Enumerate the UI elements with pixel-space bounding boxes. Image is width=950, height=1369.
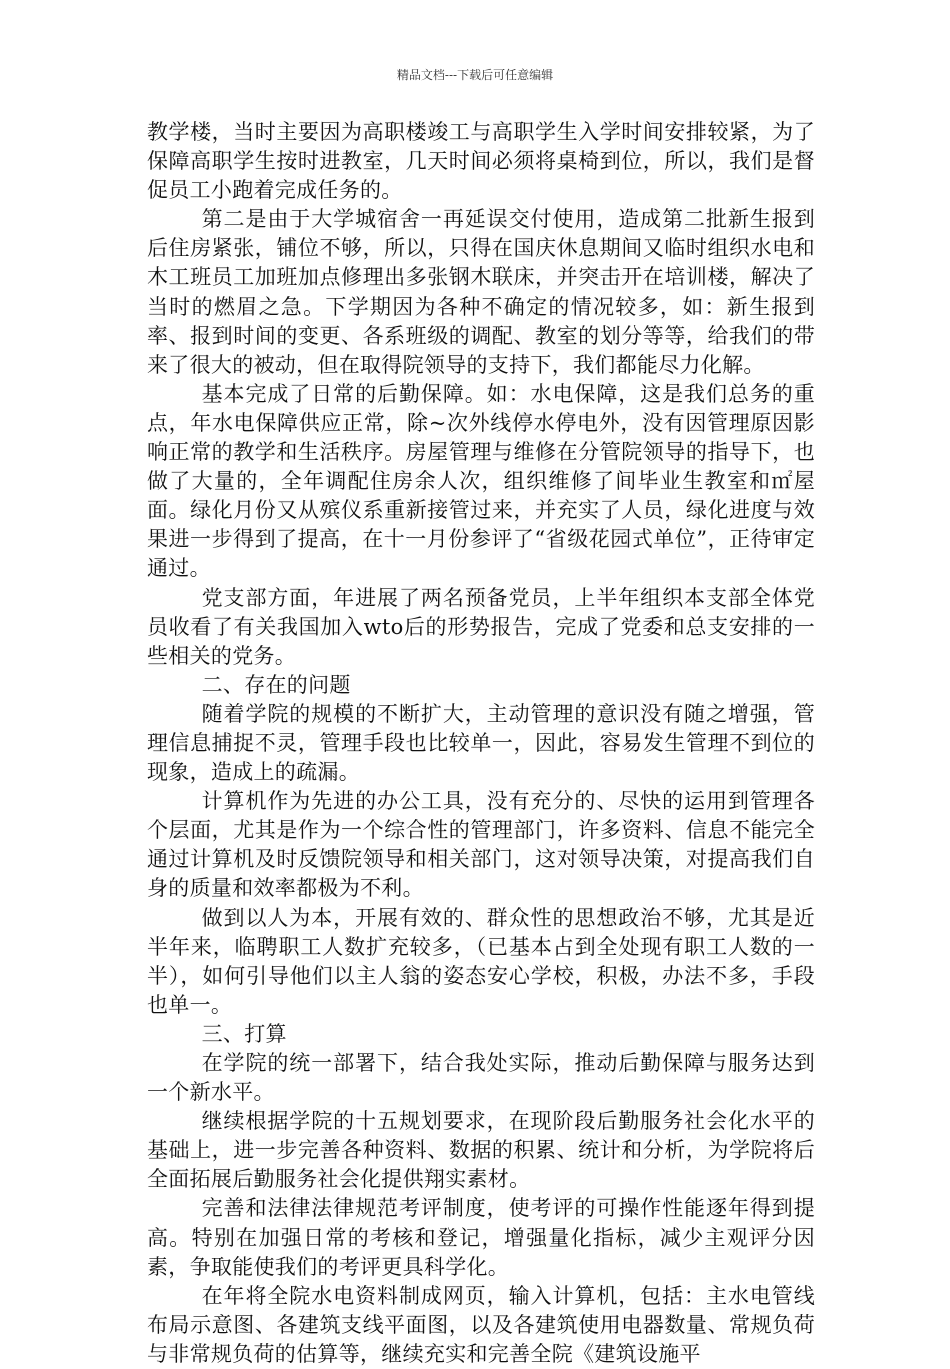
paragraph: 做到以人为本，开展有效的、群众性的思想政治不够，尤其是近半年来，临聘职工人数扩充较多，（已基本占到全处现有职工人数的一半），如何引导他们以主人翁的姿态安心学校，积极，办法不多，手段也单一。 <box>147 905 815 1017</box>
paragraph: 在年将全院水电资料制成网页，输入计算机，包括：主水电管线布局示意图、各建筑支线平面图，以及各建筑使用电器数量、常规负荷与非常规负荷的估算等，继续充实和完善全院《建筑设施平 <box>147 1283 815 1366</box>
section-heading: 三、打算 <box>201 1021 287 1046</box>
paragraph: 计算机作为先进的办公工具，没有充分的、尽快的运用到管理各个层面，尤其是作为一个综合性的管理部门，许多资料、信息不能完全通过计算机及时反馈院领导和相关部门，这对领导决策，对提高我们自身的质量和效率都极为不利。 <box>147 789 815 901</box>
document-body <box>147 118 815 1369</box>
page-header: 精品文档---下载后可任意编辑 <box>396 68 554 82</box>
paragraph: 教学楼，当时主要因为高职楼竣工与高职学生入学时间安排较紧，为了保障高职学生按时进教室，几天时间必须将桌椅到位，所以，我们是督促员工小跑着完成任务的。 <box>147 120 815 203</box>
paragraph: 继续根据学院的十五规划要求，在现阶段后勤服务社会化水平的基础上，进一步完善各种资料、数据的积累、统计和分析，为学院将后全面拓展后勤服务社会化提供翔实素材。 <box>147 1109 815 1192</box>
section-heading: 二、存在的问题 <box>201 672 351 697</box>
paragraph: 完善和法律法律规范考评制度，使考评的可操作性能逐年得到提高。特别在加强日常的考核和登记，增强量化指标，减少主观评分因素，争取能使我们的考评更具科学化。 <box>147 1196 815 1279</box>
paragraph: 基本完成了日常的后勤保障。如：水电保障，这是我们总务的重点，年水电保障供应正常，除~次外线停水停电外，没有因管理原因影响正常的教学和生活秩序。房屋管理与维修在分管院领导的指导下，也做了大量的，全年调配住房余人次，组织维修了间毕业生教室和㎡屋面。绿化月份又从殡仪系重新接管过来，并充实了人员，绿化进度与效果进一步得到了提高，在十一月份参评了“省级花园式单位”，正待审定通过。 <box>147 381 815 581</box>
paragraph: 党支部方面，年进展了两名预备党员，上半年组织本支部全体党员收看了有关我国加入wto后的形势报告，完成了党委和总支安排的一些相关的党务。 <box>147 585 815 668</box>
paragraph: 随着学院的规模的不断扩大，主动管理的意识没有随之增强，管理信息捕捉不灵，管理手段也比较单一，因此，容易发生管理不到位的现象，造成上的疏漏。 <box>147 701 815 785</box>
paragraph: 在学院的统一部署下，结合我处实际，推动后勤保障与服务达到一个新水平。 <box>147 1051 815 1105</box>
paragraph: 第二是由于大学城宿舍一再延误交付使用，造成第二批新生报到后住房紧张，铺位不够，所以，只得在国庆休息期间又临时组织水电和木工班员工加班加点修理出多张钢木联床，并突击开在培训楼，解决了当时的燃眉之急。下学期因为各种不确定的情况较多，如：新生报到率、报到时间的变更、各系班级的调配、教室的划分等等，给我们的带来了很大的被动，但在取得院领导的支持下，我们都能尽力化解。 <box>147 207 815 377</box>
